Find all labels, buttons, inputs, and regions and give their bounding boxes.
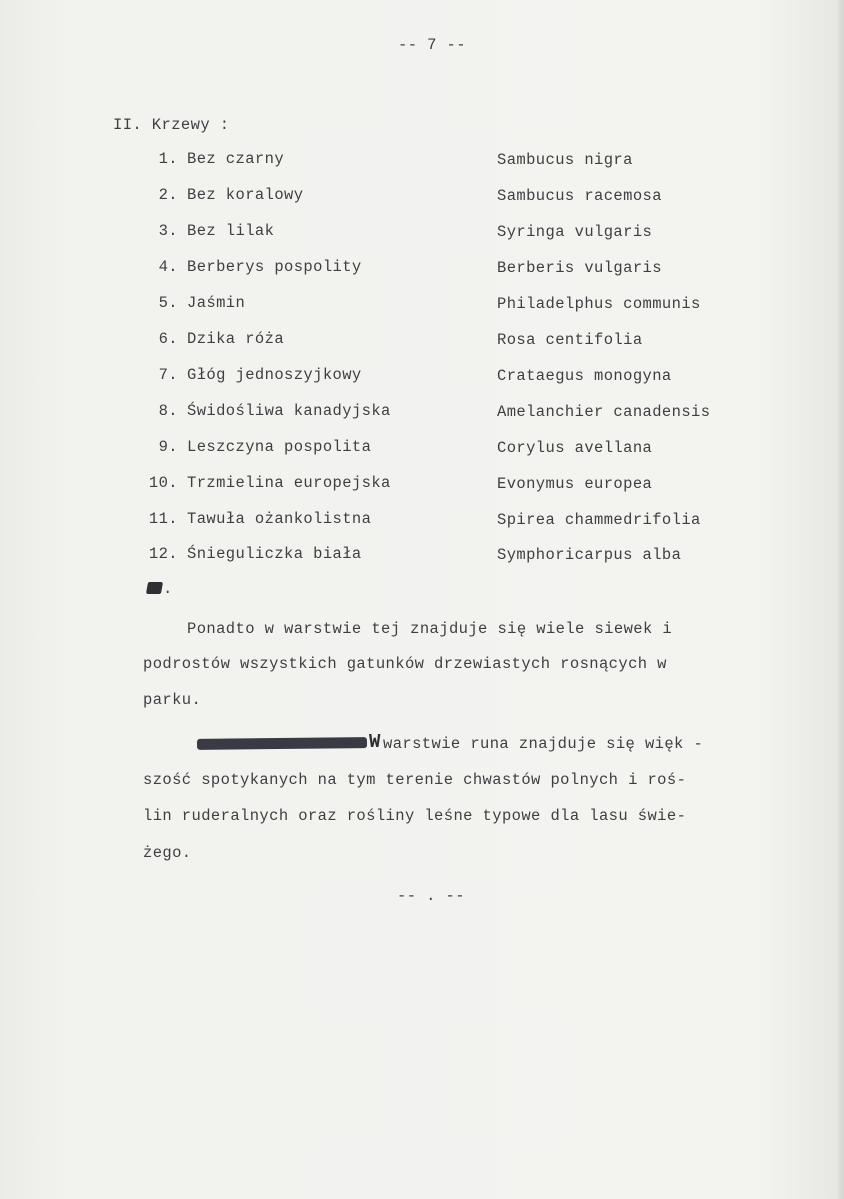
- latin-name: Sambucus nigra: [497, 151, 633, 169]
- paragraph2-line4: żego.: [143, 844, 192, 862]
- item-number: 9.: [158, 438, 178, 456]
- latin-name: Crataegus monogyna: [497, 367, 672, 385]
- item-number: 12.: [148, 545, 178, 563]
- latin-name: Evonymus europea: [497, 475, 653, 493]
- end-mark: -- . --: [397, 887, 465, 905]
- paragraph1-line3: parku.: [143, 691, 202, 709]
- item-number: 7.: [158, 366, 178, 384]
- polish-name: Dzika róża: [187, 330, 285, 348]
- item-number: 3.: [158, 222, 178, 240]
- polish-name: Bez lilak: [187, 222, 275, 240]
- latin-name: Berberis vulgaris: [497, 259, 662, 277]
- latin-name: Sambucus racemosa: [497, 187, 662, 205]
- polish-name: Śnieguliczka biała: [187, 545, 362, 563]
- latin-name: Philadelphus communis: [497, 295, 701, 313]
- polish-name: Świdośliwa kanadyjska: [187, 402, 391, 420]
- polish-name: Trzmielina europejska: [187, 474, 391, 492]
- paragraph2-line1: warstwie runa znajduje się więk -: [383, 735, 704, 753]
- struck-mark-period: .: [163, 580, 173, 598]
- latin-name: Syringa vulgaris: [497, 223, 653, 241]
- paragraph2-line2: szość spotykanych na tym terenie chwastów polnych i roś-: [143, 771, 687, 789]
- polish-name: Bez czarny: [187, 150, 285, 168]
- paragraph2-line3: lin ruderalnych oraz rośliny leśne typowe dla lasu świe-: [143, 807, 687, 825]
- latin-name: Rosa centifolia: [497, 331, 643, 349]
- polish-name: Tawuła ożankolistna: [187, 510, 372, 528]
- polish-name: Głóg jednoszyjkowy: [187, 366, 362, 384]
- paragraph2-initial: W: [369, 731, 381, 753]
- latin-name: Amelanchier canadensis: [497, 403, 711, 421]
- paragraph1-line1: Ponadto w warstwie tej znajduje się wiele siewek i: [187, 620, 673, 638]
- redacted-overstrike: [197, 737, 367, 750]
- latin-name: Symphoricarpus alba: [497, 546, 682, 564]
- page-number: -- 7 --: [398, 36, 466, 54]
- item-number: 6.: [158, 330, 178, 348]
- item-number: 8.: [158, 402, 178, 420]
- item-number: 10.: [148, 474, 178, 492]
- section-heading: II. Krzewy :: [113, 116, 230, 134]
- latin-name: Spirea chammedrifolia: [497, 511, 701, 529]
- item-number: 1.: [158, 150, 178, 168]
- polish-name: Berberys pospolity: [187, 258, 362, 276]
- struck-out-mark: [146, 582, 163, 594]
- paragraph1-line2: podrostów wszystkich gatunków drzewiastych rosnących w: [143, 655, 667, 673]
- item-number: 4.: [158, 258, 178, 276]
- page-edge-shadow: [838, 0, 844, 1199]
- latin-name: Corylus avellana: [497, 439, 653, 457]
- item-number: 5.: [158, 294, 178, 312]
- polish-name: Leszczyna pospolita: [187, 438, 372, 456]
- item-number: 11.: [148, 510, 178, 528]
- item-number: 2.: [158, 186, 178, 204]
- polish-name: Jaśmin: [187, 294, 246, 312]
- polish-name: Bez koralowy: [187, 186, 304, 204]
